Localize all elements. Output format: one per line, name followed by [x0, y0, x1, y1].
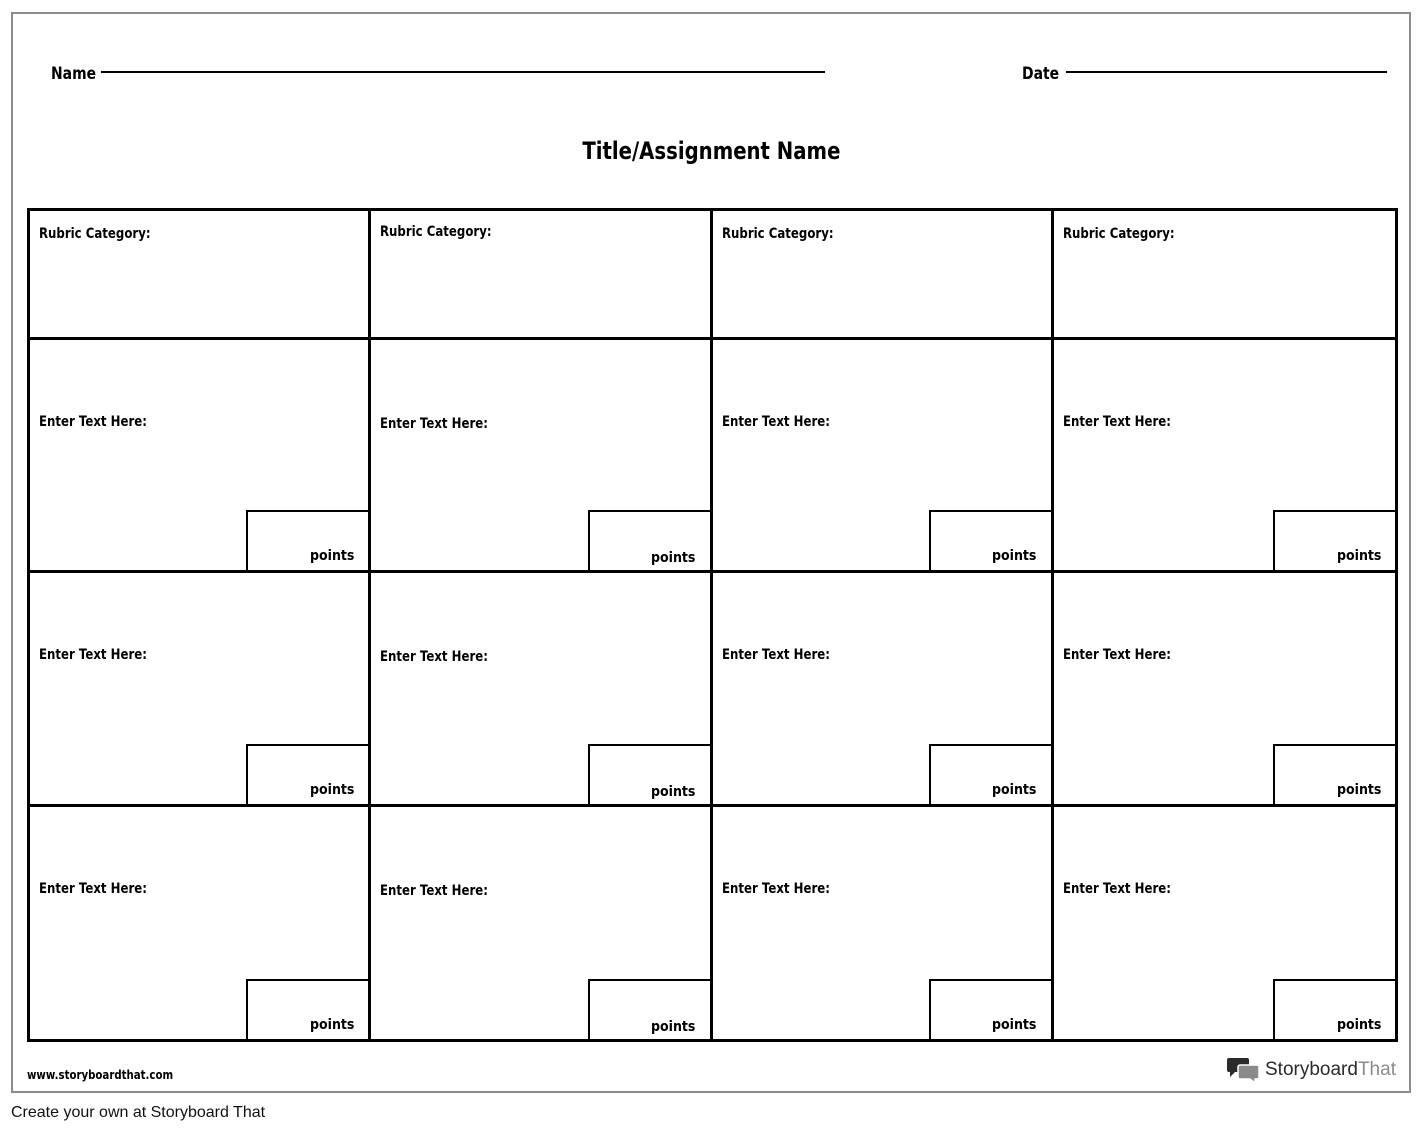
points-box[interactable] — [588, 510, 710, 570]
rubric-text-cell[interactable] — [30, 807, 371, 1039]
rubric-text-cell[interactable] — [371, 573, 712, 807]
rubric-text-cell[interactable] — [1054, 807, 1395, 1039]
points-label: points — [309, 1017, 355, 1033]
points-box[interactable] — [1273, 510, 1395, 570]
worksheet-page — [11, 12, 1411, 1093]
points-label: points — [1336, 1017, 1381, 1033]
points-box[interactable] — [246, 979, 368, 1039]
rubric-text-cell[interactable] — [30, 573, 371, 807]
points-label: points — [992, 782, 1037, 798]
rubric-category-label: Rubric Category: — [721, 226, 834, 242]
name-line[interactable] — [101, 71, 825, 73]
rubric-text-cell[interactable] — [371, 340, 712, 573]
points-box[interactable] — [1273, 979, 1395, 1039]
rubric-category-label: Rubric Category: — [1062, 226, 1175, 242]
rubric-text-cell[interactable] — [713, 340, 1054, 573]
date-line[interactable] — [1066, 71, 1387, 73]
date-label: Date — [1022, 64, 1060, 84]
points-box[interactable] — [588, 979, 710, 1039]
points-label: points — [1336, 782, 1381, 798]
rubric-text-cell[interactable] — [1054, 340, 1395, 573]
page-title: Title/Assignment Name — [581, 137, 841, 165]
enter-text-label: Enter Text Here: — [39, 647, 147, 663]
points-label: points — [309, 782, 355, 798]
points-box[interactable] — [588, 744, 710, 804]
rubric-text-cell[interactable] — [713, 573, 1054, 807]
rubric-text-cell[interactable] — [30, 340, 371, 573]
name-label: Name — [51, 64, 97, 84]
points-label: points — [651, 550, 696, 566]
rubric-category-label: Rubric Category: — [380, 224, 492, 240]
rubric-grid — [27, 208, 1398, 1042]
points-box[interactable] — [929, 979, 1051, 1039]
enter-text-label: Enter Text Here: — [721, 647, 830, 663]
points-box[interactable] — [246, 744, 368, 804]
rubric-category-label: Rubric Category: — [39, 226, 151, 242]
enter-text-label: Enter Text Here: — [380, 416, 489, 432]
points-box[interactable] — [246, 510, 368, 570]
enter-text-label: Enter Text Here: — [721, 414, 830, 430]
rubric-text-cell[interactable] — [713, 807, 1054, 1039]
points-label: points — [1336, 548, 1381, 564]
rubric-category-cell[interactable] — [30, 211, 371, 340]
storyboardthat-logo[interactable] — [1227, 1056, 1396, 1084]
points-label: points — [651, 1019, 696, 1035]
speech-bubbles-icon — [1227, 1056, 1261, 1084]
points-label: points — [651, 784, 696, 800]
enter-text-label: Enter Text Here: — [380, 649, 489, 665]
rubric-text-cell[interactable] — [371, 807, 712, 1039]
points-label: points — [992, 1017, 1037, 1033]
enter-text-label: Enter Text Here: — [39, 414, 147, 430]
points-box[interactable] — [929, 744, 1051, 804]
rubric-category-cell[interactable] — [713, 211, 1054, 340]
footer-url[interactable]: www.storyboardthat.com — [27, 1068, 174, 1082]
rubric-category-cell[interactable] — [1054, 211, 1395, 340]
enter-text-label: Enter Text Here: — [1062, 881, 1171, 897]
footer-caption[interactable]: Create your own at Storyboard That — [11, 1104, 266, 1121]
enter-text-label: Enter Text Here: — [380, 883, 489, 899]
rubric-category-cell[interactable] — [371, 211, 712, 340]
enter-text-label: Enter Text Here: — [721, 881, 830, 897]
enter-text-label: Enter Text Here: — [39, 881, 147, 897]
points-box[interactable] — [1273, 744, 1395, 804]
brand-wordmark: StoryboardThat — [1265, 1059, 1396, 1080]
points-label: points — [992, 548, 1037, 564]
points-label: points — [309, 548, 355, 564]
enter-text-label: Enter Text Here: — [1062, 414, 1171, 430]
points-box[interactable] — [929, 510, 1051, 570]
enter-text-label: Enter Text Here: — [1062, 647, 1171, 663]
rubric-text-cell[interactable] — [1054, 573, 1395, 807]
